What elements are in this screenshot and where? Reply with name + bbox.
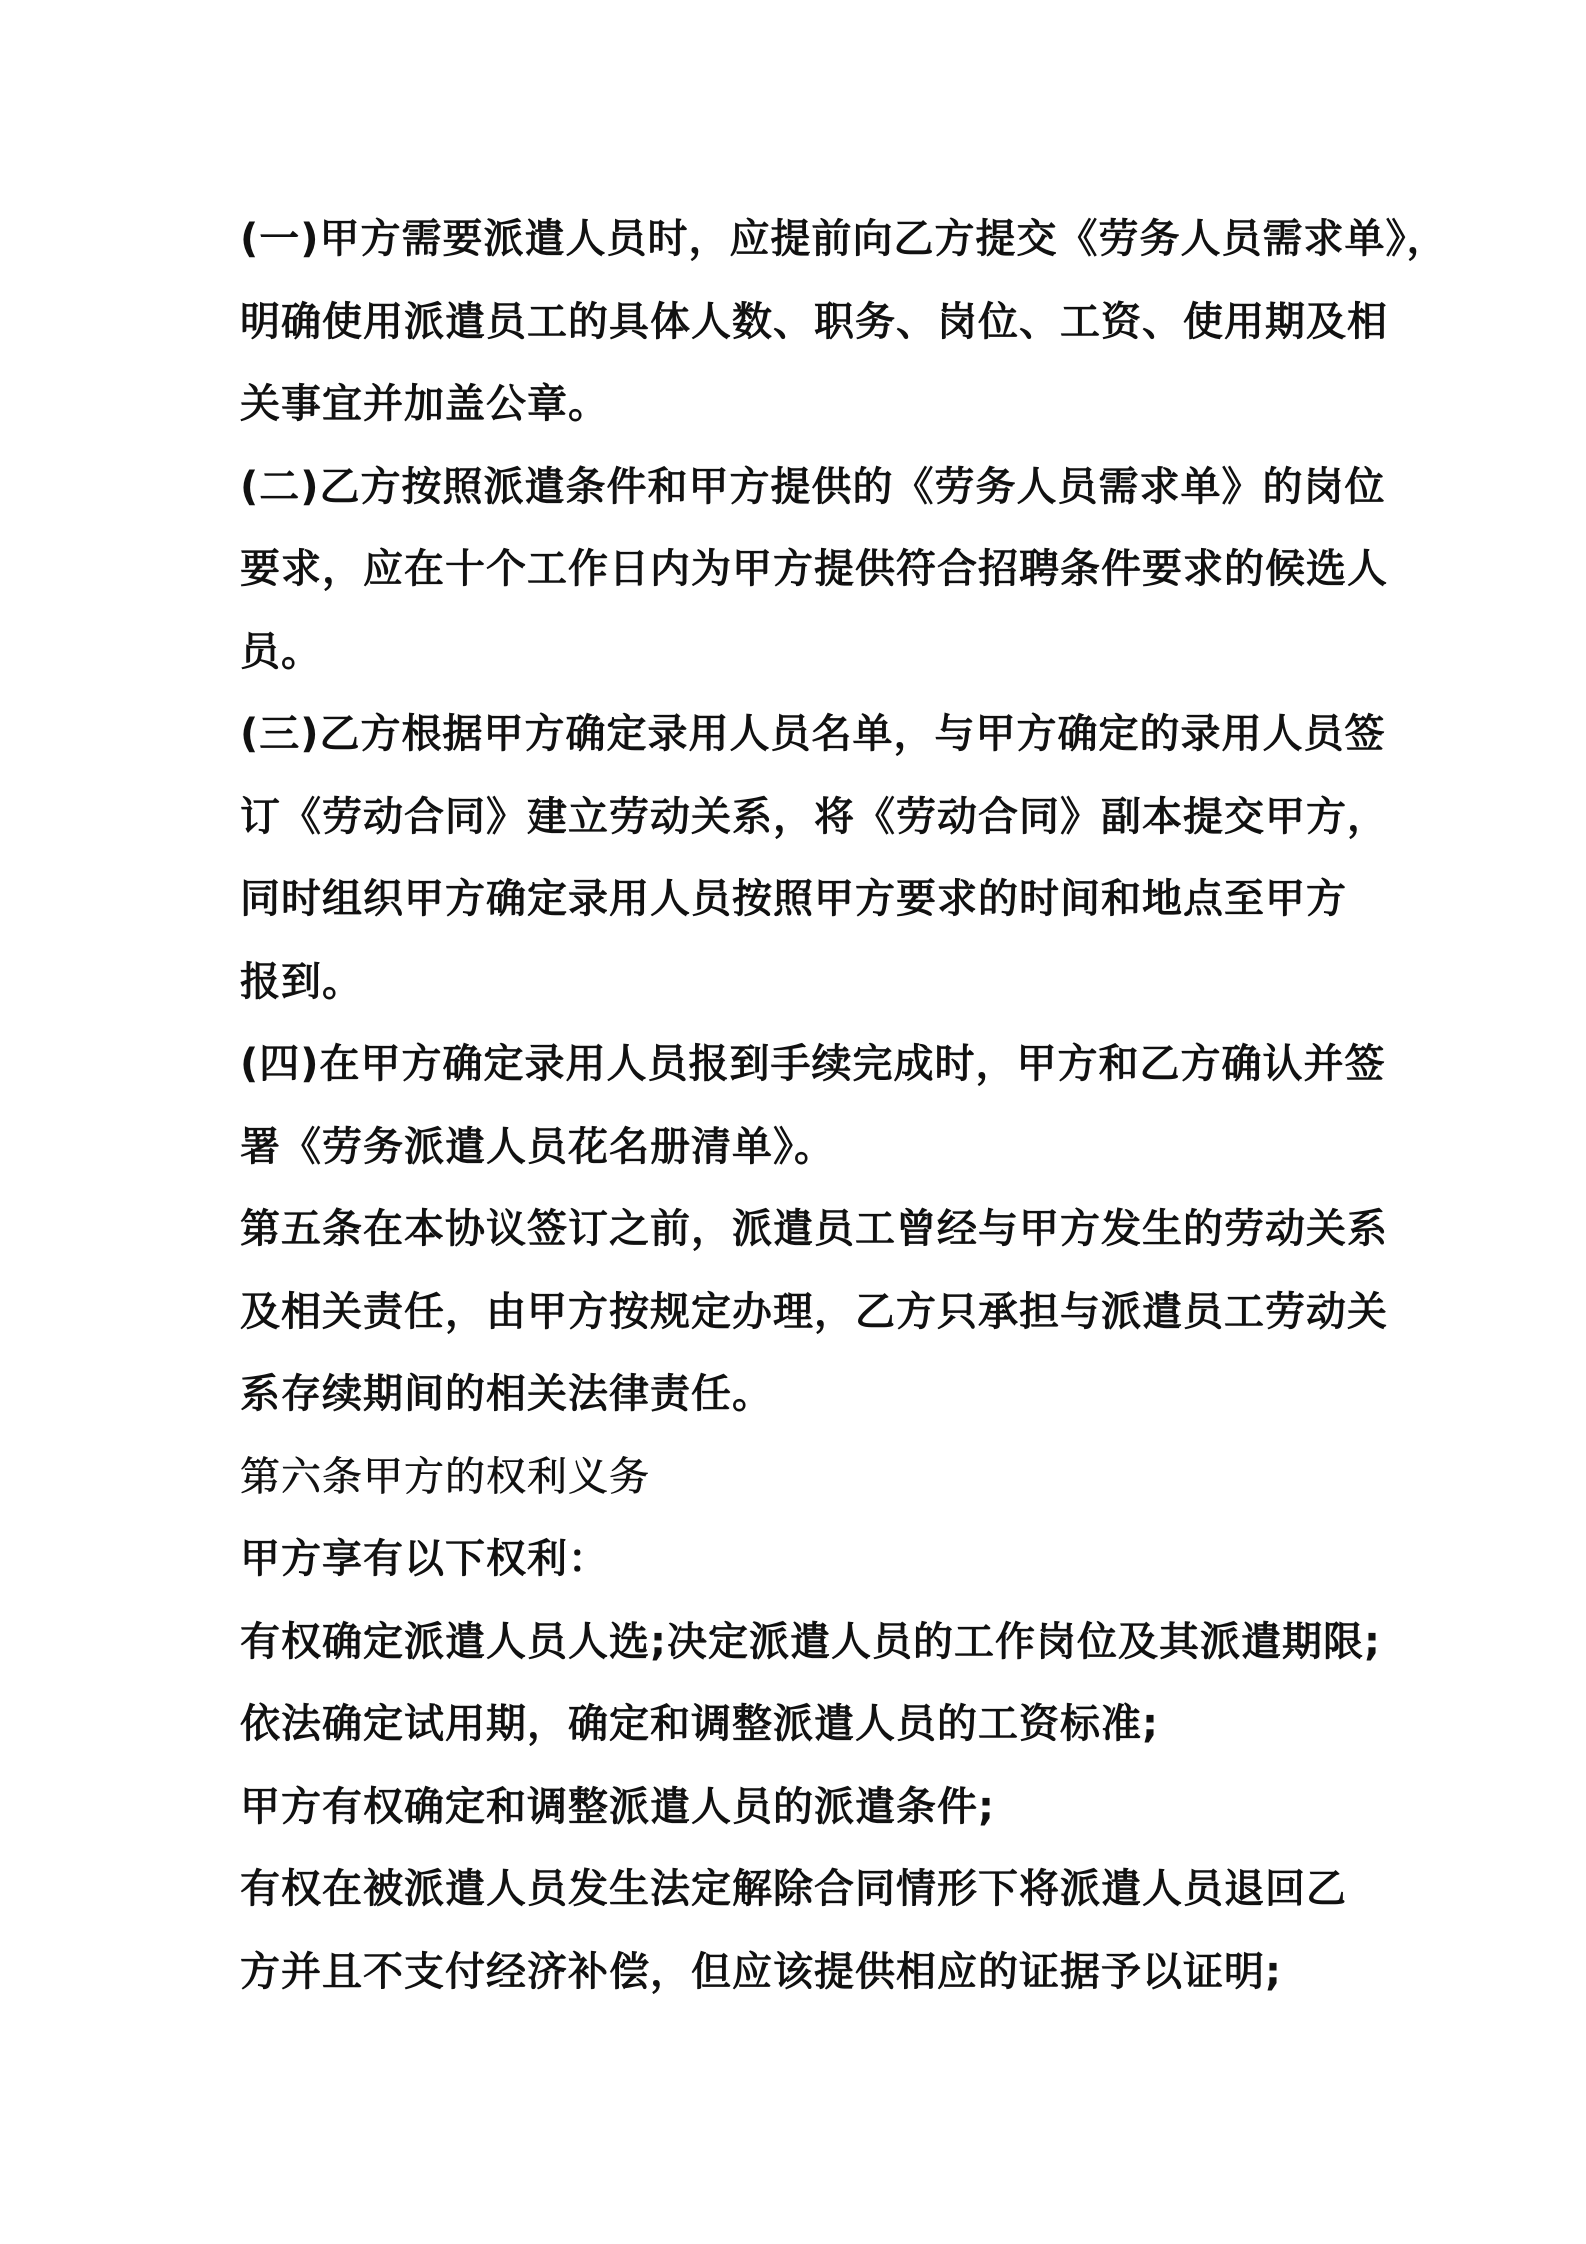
text-line: 署《劳务派遣人员花名册清单》。 [240, 1123, 835, 1170]
section-heading: 第六条甲方的权利义务 [240, 1453, 650, 1500]
text-line: 及相关责任，由甲方按规定办理，乙方只承担与派遣员工劳动关 [240, 1288, 1388, 1335]
text-line: 方并且不支付经济补偿，但应该提供相应的证据予以证明; [240, 1948, 1282, 1995]
text-line: 同时组织甲方确定录用人员按照甲方要求的时间和地点至甲方 [240, 876, 1347, 922]
text-line: 有权在被派遣人员发生法定解除合同情形下将派遣人员退回乙 [240, 1866, 1347, 1912]
text-line: 订《劳动合同》建立劳动关系，将《劳动合同》副本提交甲方， [240, 793, 1388, 840]
text-line: 有权确定派遣人员人选;决定派遣人员的工作岗位及其派遣期限; [240, 1618, 1381, 1665]
text-line: 报到。 [240, 958, 363, 1005]
text-line: (四)在甲方确定录用人员报到手续完成时，甲方和乙方确认并签 [240, 1041, 1386, 1087]
text-line: 甲方有权确定和调整派遣人员的派遣条件; [240, 1783, 995, 1830]
text-line: 要求，应在十个工作日内为甲方提供符合招聘条件要求的候选人 [240, 546, 1388, 592]
text-line: 明确使用派遣员工的具体人数、职务、岗位、工资、使用期及相 [240, 298, 1388, 345]
text-line: (三)乙方根据甲方确定录用人员名单，与甲方确定的录用人员签 [240, 711, 1386, 757]
text-line: (二)乙方按照派遣条件和甲方提供的《劳务人员需求单》的岗位 [240, 463, 1386, 510]
text-line: 关事宜并加盖公章。 [240, 381, 609, 427]
text-line: 第五条在本协议签订之前，派遣员工曾经与甲方发生的劳动关系 [240, 1206, 1388, 1252]
text-line: 依法确定试用期，确定和调整派遣人员的工资标准; [240, 1701, 1159, 1747]
text-line: (一)甲方需要派遣人员时，应提前向乙方提交《劳务人员需求单》， [240, 216, 1448, 262]
text-line: 员。 [240, 628, 322, 675]
text-line: 甲方享有以下权利： [240, 1536, 609, 1582]
document-body [240, 198, 1448, 2013]
text-line: 系存续期间的相关法律责任。 [240, 1371, 773, 1417]
